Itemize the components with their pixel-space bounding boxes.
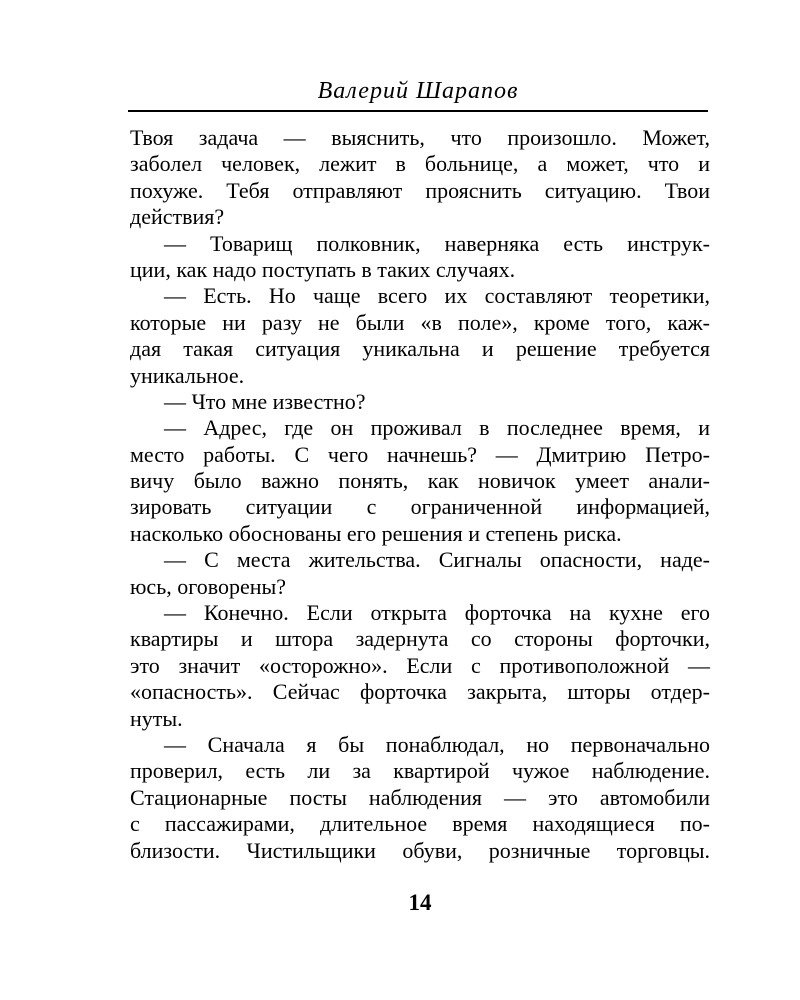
text-line: Твоя задача — выяснить, что произошло. Может,	[130, 125, 710, 150]
text-line: — Конечно. Если открыта форточка на кухне его	[164, 600, 710, 626]
text-line: которые ни разу не были «в поле», кроме того, каж-	[130, 309, 710, 335]
text-line: — Товарищ полковник, наверняка есть инструк-	[164, 230, 710, 256]
text-line: вичу было важно понять, как новичок умеет анали-	[130, 468, 710, 494]
text-line: уникальное.	[130, 362, 245, 388]
text-line: это значит «осторожно». Если с противоположной —	[130, 652, 710, 678]
body-text	[130, 125, 710, 864]
text-line: юсь, оговорены?	[130, 573, 287, 599]
text-line: место работы. С чего начнешь? — Дмитрию Петро-	[130, 441, 710, 467]
text-line: с пассажирами, длительное время находящиеся по-	[130, 811, 710, 837]
page-number: 14	[408, 890, 432, 915]
text-line: — Сначала я бы понаблюдал, но первоначально	[164, 731, 710, 757]
text-line: нуты.	[130, 705, 183, 731]
running-head: Валерий Шарапов	[128, 72, 708, 112]
text-line: — Адрес, где он проживал в последнее время, и	[164, 415, 710, 441]
text-line: — Есть. Но чаще всего их составляют теоретики,	[164, 283, 710, 309]
text-line: дая такая ситуация уникальна и решение требуется	[130, 336, 710, 362]
text-line: «опасность». Сейчас форточка закрыта, шторы отдер-	[130, 679, 710, 705]
text-line: — С места жительства. Сигналы опасности, наде-	[164, 547, 710, 573]
text-line: проверил, есть ли за квартирой чужое наблюдение.	[130, 758, 710, 784]
text-line: действия?	[130, 204, 225, 230]
text-line: похуже. Тебя отправляют прояснить ситуацию. Твои	[130, 177, 710, 203]
text-line: ции, как надо поступать в таких случаях.	[130, 256, 516, 282]
text-line: зировать ситуации с ограниченной информацией,	[130, 494, 710, 520]
text-line: насколько обоснованы его решения и степень риска.	[130, 520, 622, 546]
text-line: заболел человек, лежит в больнице, а может, что и	[130, 151, 710, 177]
text-line: Стационарные посты наблюдения — это автомобили	[130, 784, 710, 810]
text-line: квартиры и штора задернута со стороны форточки,	[130, 626, 710, 652]
text-line: близости. Чистильщики обуви, розничные торговцы.	[130, 837, 710, 863]
text-line: — Что мне известно?	[164, 388, 366, 414]
